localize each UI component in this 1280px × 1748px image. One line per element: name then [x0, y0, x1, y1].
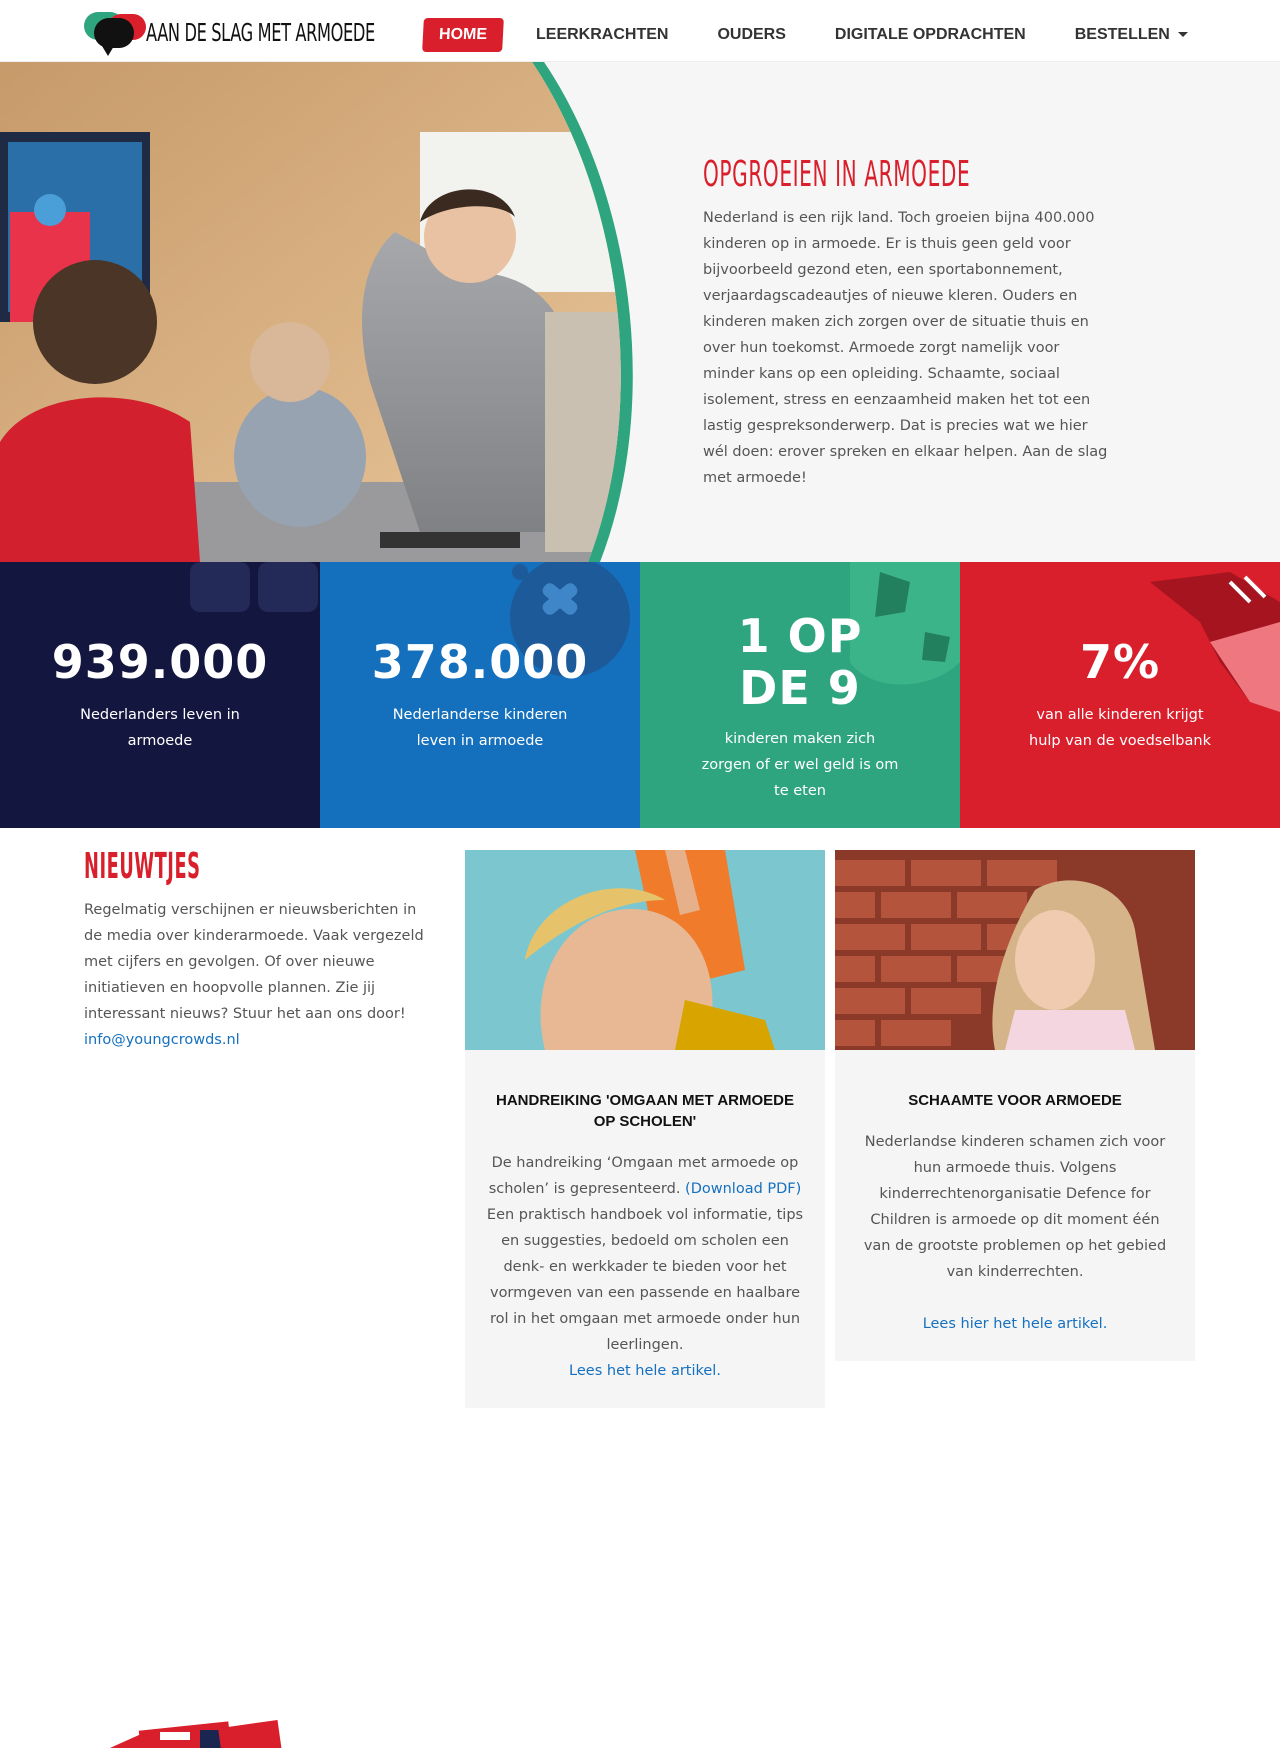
email-link[interactable]: info@youngcrowds.nl [84, 1032, 240, 1048]
nav-home[interactable]: HOME [422, 18, 504, 52]
stat-text: Nederlanderse kinderen leven in armoede [392, 707, 568, 749]
stat-number: 939.000 [51, 635, 269, 689]
nav-digitale-opdrachten[interactable]: DIGITALE OPDRACHTEN [834, 26, 1026, 43]
stats-section [0, 562, 1280, 828]
card-text-before: De handreiking ‘Omgaan met armoede op scholen’ is gepresenteerd. [488, 1155, 799, 1197]
stat-text: Nederlanders leven in armoede [80, 707, 240, 749]
stat-card-armoede [0, 562, 320, 828]
news-card-handreiking [465, 850, 825, 1408]
card-title: HANDREIKING 'OMGAAN MET ARMOEDE OP SCHOLEN' [495, 1092, 794, 1130]
nav-bestellen[interactable] [1059, 18, 1204, 52]
stat-text: kinderen maken zich zorgen of er wel geld is om te eten [701, 731, 899, 799]
girl-brick-wall-photo [835, 850, 1195, 1050]
navbar [0, 0, 1280, 62]
read-article-link[interactable]: Lees het hele artikel. [569, 1363, 721, 1379]
news-intro [84, 897, 434, 1053]
hero-title: OPGROEIEN IN ARMOEDE [703, 154, 971, 195]
card-text [485, 1150, 805, 1358]
game-cards-illustration [110, 1720, 290, 1748]
site-logo[interactable] [84, 10, 464, 54]
news-card-schaamte [835, 850, 1195, 1361]
main-nav [423, 18, 1221, 52]
card-text: Nederlandse kinderen schamen zich voor hun armoede thuis. Volgens kinderrechtenorganisatie Defence for Children is armoede op dit moment één van de grootste problemen op het gebied van kinderrechten. [863, 1134, 1167, 1280]
card-title: SCHAAMTE VOOR ARMOEDE [908, 1092, 1122, 1109]
hero-text: Nederland is een rijk land. Toch groeien bijna 400.000 kinderen op in armoede. Er is thuis geen geld voor bijvoorbeeld gezond eten, een sportabonnement, verjaardagscadeautjes of nieuwe kleren. Ouders en kinderen maken zich zorgen over de situatie thuis en over hun toekomst. Armoede zorgt namelijk voor minder kans op een opleiding. Schaamte, sociaal isolement, stress en eenzaamheid maken het tot een lastig gespreksonderwerp. Dat is precies wat we hier wél doen: erover spreken en elkaar helpen. Aan de slag met armoede! [703, 210, 1108, 486]
card-text-after: Een praktisch handboek vol informatie, tips en suggesties, bedoeld om scholen een denk- en werkkader te bieden voor het vormgeven van een passende en haalbare rol in het omgaan met armoede onder hun leerlingen. [486, 1207, 804, 1353]
stat-card-voedselbank [960, 562, 1280, 828]
hero-classroom-photo [0, 62, 640, 562]
stat-number: 378.000 [371, 635, 589, 689]
speech-bubbles-logo-icon [84, 10, 144, 54]
nav-ouders[interactable]: OUDERS [717, 26, 786, 43]
logo-text: AAN DE SLAG MET ARMOEDE [146, 17, 375, 47]
stat-card-eten [640, 562, 960, 828]
stat-number: 7% [1079, 635, 1161, 689]
nav-bestellen-label: BESTELLEN [1074, 26, 1170, 43]
boy-climbing-photo [465, 850, 825, 1050]
read-article-link[interactable]: Lees hier het hele artikel. [922, 1316, 1108, 1332]
chevron-down-icon [1178, 32, 1188, 37]
nav-leerkrachten[interactable]: LEERKRACHTEN [536, 26, 669, 43]
download-pdf-link[interactable]: (Download PDF) [685, 1181, 802, 1197]
news-title: NIEUWTJES [84, 846, 201, 887]
stat-card-kinderen [320, 562, 640, 828]
stat-text: van alle kinderen krijgt hulp van de voedselbank [1029, 707, 1211, 749]
hero-section [0, 62, 1280, 562]
news-intro-text: Regelmatig verschijnen er nieuwsberichten in de media over kinderarmoede. Vaak vergezeld met cijfers en gevolgen. Of over nieuwe initiatieven en hoopvolle plannen. Zie jij interessant nieuws? Stuur het aan ons door! [84, 902, 424, 1022]
stat-number: 1 OP DE 9 [737, 609, 863, 715]
